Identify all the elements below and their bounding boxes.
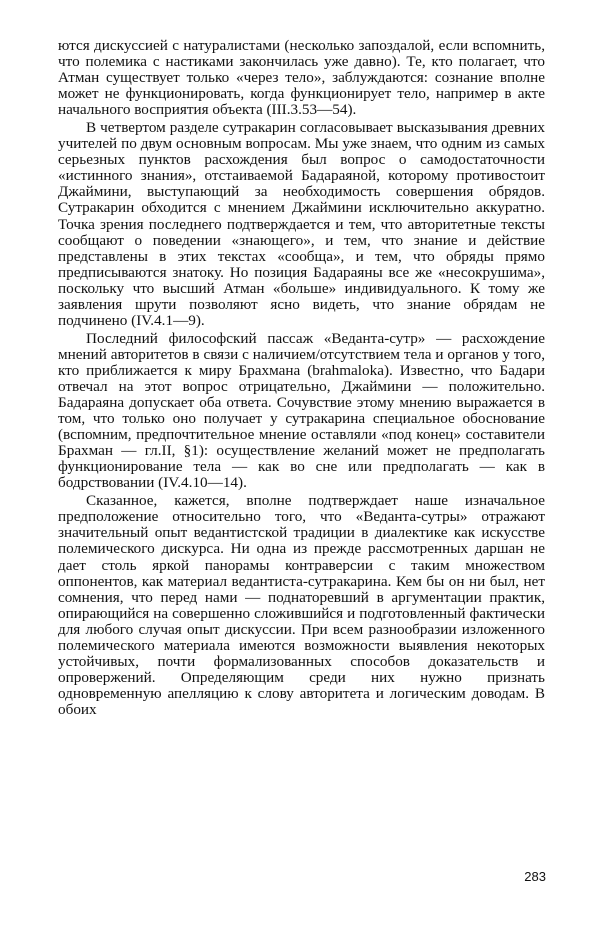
body-text xyxy=(58,38,545,718)
page-number: 283 xyxy=(524,869,546,884)
paragraph-conclusion: Сказанное, кажется, вполне подтверждает наше изначальное предположение относительно того, что «Веданта-сутры» отражают значительный опыт ведантистской традиции в диалектике как искусстве полемического дискурса. Ни одна из прежде рассмотренных даршан не дает столь яркой панорамы контраверсии с таким множеством оппонентов, как материал ведантиста-сутракарина. Кем бы он ни был, нет сомнения, что перед нами — поднаторевший в аргументации практик, опирающийся на совершенно сложившийся и подготовленный фактически для любого случая опыт дискуссии. При всем разнообразии изложенного полемического материала имеются возможности выявления некоторых устойчивых, почти формализованных способов доказательств и опровержений. Определяющим среди них нужно признать одновременную апелляцию к слову авторитета и логическим доводам. В обоих xyxy=(58,492,545,718)
paragraph-fourth-section: В четвертом разделе сутракарин согласовывает высказывания древних учителей по двум основным вопросам. Мы уже знаем, что одним из самых серьезных пунктов расхождения был вопрос о самодостаточности «истинного знания», отстаиваемой Бадараяной, которому противостоит Джаймини, выступающий за необходимость совершения обрядов. Сутракарин обходится с мнением Джаймини исключительно аккуратно. Точка зрения последнего подтверждается и тем, что авторитетные тексты сообщают о поведении «знающего», и тем, что знание и действие представлены в этих текстах «сообща», и тем, что обряды прямо предписываются знатоку. Но позиция Бадараяны все же «несокрушима», поскольку что высший Атман «больше» индивидуального. К тому же заявления шрути позволяют ясно видеть, что знание обрядам не подчинено (IV.4.1—9). xyxy=(58,119,545,329)
paragraph-continuation: ются дискуссией с натуралистами (несколько запоздалой, если вспомнить, что полемика с настиками закончилась уже давно). Те, кто полагает, что Атман существует только «через тело», заблуждаются: сознание вполне может не функционировать, когда функционирует тело, например в акте начального восприятия объекта (III.3.53—54). xyxy=(58,37,545,119)
paragraph-last-passage: Последний философский пассаж «Веданта-сутр» — расхождение мнений авторитетов в связи с наличием/отсутствием тела и органов у того, кто приближается к миру Брахмана (brahmaloka). Известно, что Бадари отвечал на этот вопрос отрицательно, Джаймини — положительно. Бадараяна допускает оба ответа. Сочувствие этому мнению выражается в том, что только оно получает у сутракарина специальное обоснование (вспомним, предпочтительное мнение оставляли «под конец» составители Брахман — гл.II, §1): осуществление желаний может не предполагать функционирование тела — как во сне или предполагать — как в бодрствовании (IV.4.10—14). xyxy=(58,329,545,492)
